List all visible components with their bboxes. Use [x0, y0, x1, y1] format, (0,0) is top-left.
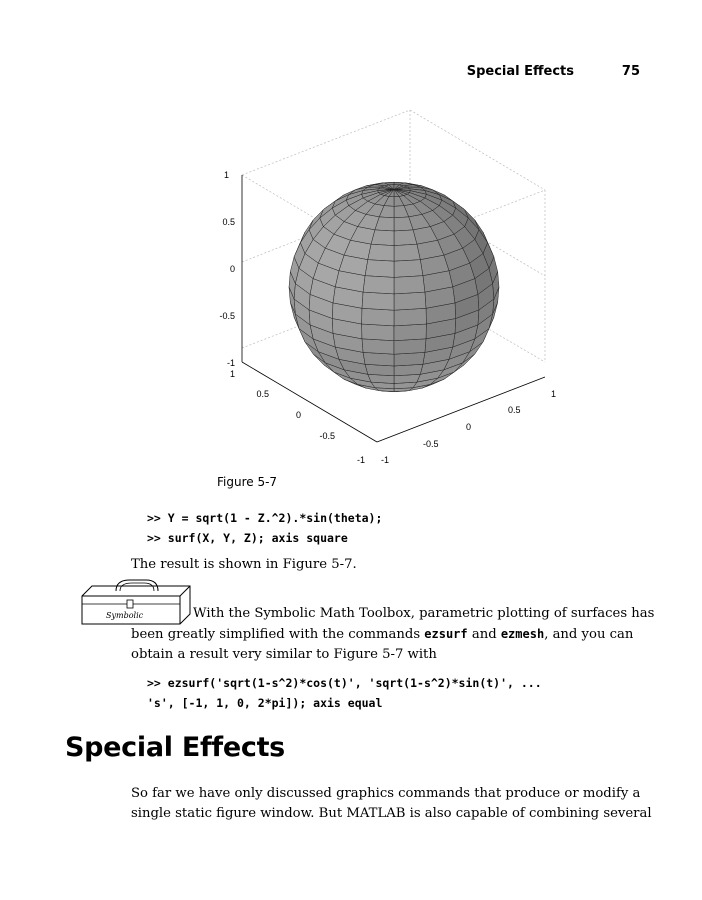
paragraph-line: obtain a result very similar to Figure 5-7 with	[131, 647, 437, 662]
z-tick-label: -1	[226, 358, 235, 368]
sphere-facet	[368, 244, 394, 261]
y-tick-label: 1	[551, 389, 557, 399]
sphere-facet	[394, 276, 425, 294]
figure-caption: Figure 5-7	[217, 475, 278, 489]
z-tick-label: 0	[229, 264, 235, 274]
sphere-plot	[205, 100, 575, 470]
sphere-facet	[362, 339, 394, 354]
y-tick-label: 0	[466, 422, 472, 432]
code-line: >> ezsurf('sqrt(1-s^2)*cos(t)', 'sqrt(1-s^2)*sin(t)', ...	[147, 676, 542, 690]
sphere-facet	[365, 260, 394, 278]
sphere-facet	[362, 324, 394, 341]
paragraph-line: So far we have only discussed graphics commands that produce or modify a	[131, 786, 641, 801]
code-line: >> Y = sqrt(1 - Z.^2).*sin(theta);	[147, 511, 383, 525]
y-tick-label: -1	[381, 455, 390, 465]
sphere-facet	[362, 292, 394, 310]
paragraph	[131, 604, 655, 665]
sphere-facet	[394, 339, 426, 354]
sphere-facet	[365, 364, 394, 376]
sphere-facet	[394, 244, 420, 261]
sphere-figure	[205, 100, 575, 470]
sphere-facet	[394, 260, 423, 278]
x-tick-label: 0.5	[256, 389, 269, 399]
sphere-facet	[362, 308, 394, 326]
page-number: 75	[621, 64, 640, 79]
sphere-surface	[289, 182, 499, 392]
code-line: >> surf(X, Y, Z); axis square	[147, 531, 348, 545]
x-tick-label: 0	[295, 410, 301, 420]
sphere-facet	[394, 364, 423, 376]
running-header-title: Special Effects	[466, 64, 574, 79]
x-tick-label: -0.5	[319, 431, 335, 441]
z-tick-label: 1	[223, 170, 229, 180]
sphere-facet	[394, 324, 426, 341]
toolbox-label: Symbolic	[106, 611, 144, 620]
inline-command: ezsurf	[424, 627, 468, 641]
paragraph: The result is shown in Figure 5-7.	[131, 557, 357, 572]
sphere-facet	[371, 230, 394, 246]
y-tick-label: 0.5	[508, 405, 521, 415]
section-heading: Special Effects	[65, 732, 285, 763]
z-tick-label: 0.5	[222, 217, 235, 227]
inline-command: ezmesh	[500, 627, 545, 641]
sphere-facet	[363, 352, 394, 366]
paragraph-line: been greatly simplified with the commands ezsurf and ezmesh, and you can	[131, 627, 634, 642]
y-tick-label: -0.5	[423, 439, 439, 449]
sphere-facet	[394, 352, 425, 366]
x-tick-label: -1	[356, 455, 365, 465]
paragraph	[131, 784, 652, 824]
paragraph-line: single static figure window. But MATLAB is also capable of combining several	[131, 806, 652, 821]
sphere-facet	[394, 230, 417, 246]
sphere-facet	[363, 276, 394, 294]
sphere-facet	[394, 308, 426, 326]
sphere-facet	[394, 292, 426, 310]
z-tick-label: -0.5	[219, 311, 235, 321]
x-tick-label: 1	[229, 369, 235, 379]
code-line: 's', [-1, 1, 0, 2*pi]); axis equal	[147, 696, 383, 710]
paragraph-line: With the Symbolic Math Toolbox, parametric plotting of surfaces has	[193, 606, 655, 621]
code-block	[147, 508, 382, 548]
code-block	[147, 673, 542, 713]
running-header	[400, 64, 640, 82]
